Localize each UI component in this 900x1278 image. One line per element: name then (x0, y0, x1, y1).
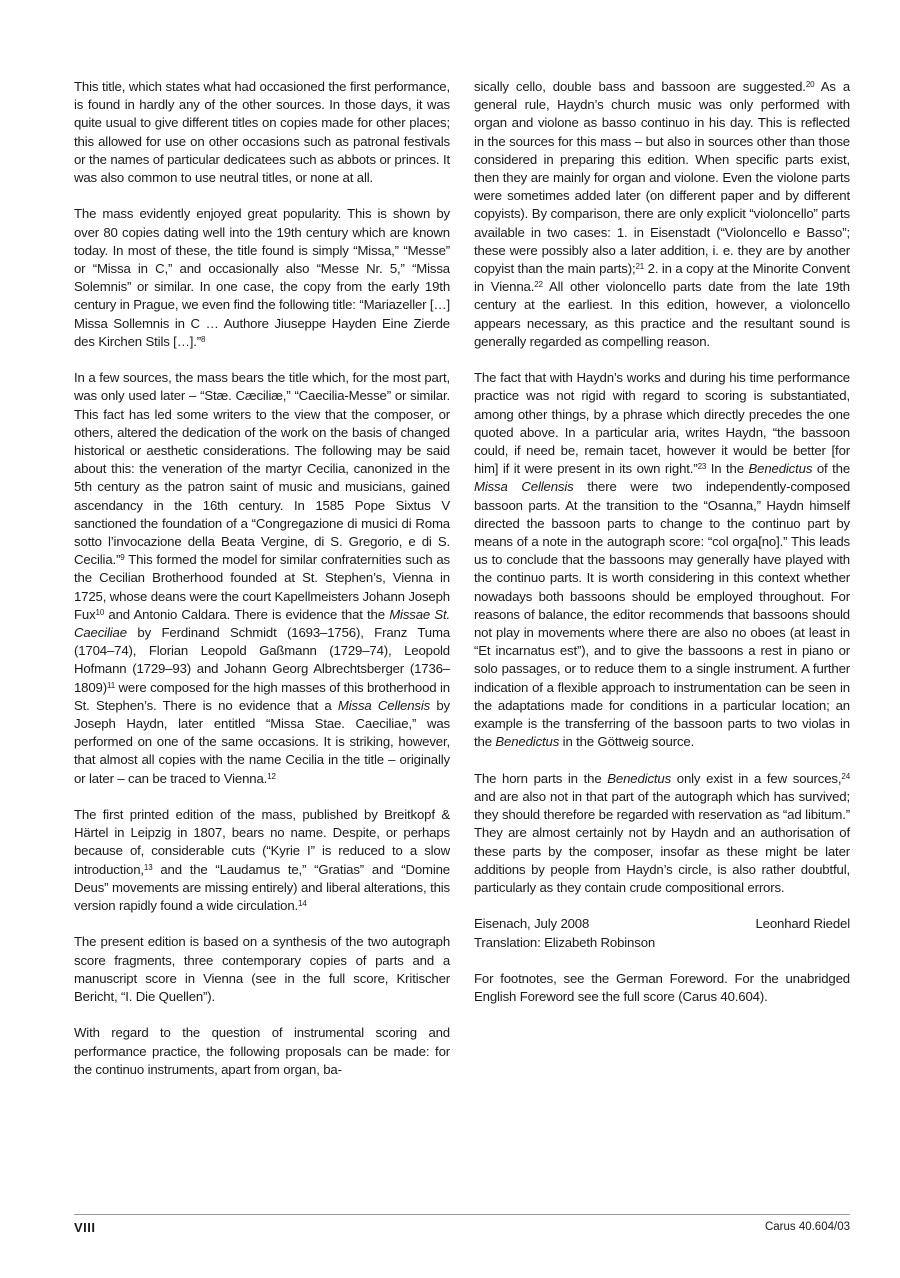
paragraph (474, 78, 850, 351)
footnote-ref: 8 (201, 334, 206, 344)
footnote-ref: 23 (697, 462, 707, 472)
footnote-ref: 9 (120, 553, 125, 563)
translator-line (474, 934, 850, 952)
paragraph-text: The mass evidently enjoyed great popularity. This is shown by over 80 copies dating well into the 19th century which are known today. In most of these, the title found is simply “Missa,” “Messe” or “Missa in C,” and occasionally also “Messe Nr. 5,” “Missa Solemnis” or similar. In one case, the copy from the early 19th century in Prague, we even find the following title: “Mariazeller […] Missa Sollemnis in C … Authore Jiuseppe Hayden Eine Zierde des Kirchen Stils […].” (74, 206, 450, 349)
footnote-ref: 20 (805, 80, 815, 89)
footnote-ref: 11 (106, 680, 115, 690)
translator-text: Translation: Elizabeth Robinson (474, 934, 656, 950)
paragraph-text: and the “Laudamus te,” “Gratias” and “Domine Deus” movements are missing entirely) and liberal alterations, this version rapidly found a wide circulation. (74, 861, 450, 914)
footnote-ref: 22 (534, 280, 543, 290)
paragraph (474, 770, 850, 897)
paragraph-text: In the (706, 461, 749, 477)
footnote-ref: 12 (267, 771, 276, 781)
right-column (474, 78, 850, 1024)
footer-divider (74, 1214, 850, 1215)
paragraph-text: in the Göttweig source. (559, 734, 695, 750)
paragraph-text: This formed the model for similar confraternities such as the Cecilian Brotherhood founded at St. Stephen’s, Vienna in 1725, whose deans were the court Kapellmeisters Johann Joseph Fux (74, 552, 450, 622)
paragraph-text: of the (812, 461, 851, 477)
left-column (74, 78, 450, 1097)
paragraph-text: and Antonio Caldara. There is evidence that the (104, 606, 390, 622)
paragraph-text: The horn parts in the (474, 770, 608, 786)
paragraph (74, 1024, 450, 1079)
paragraph-text: by Ferdinand Schmidt (1693–1756), Franz Tuma (1704–74), Florian Leopold Gaßmann (1729–74), Leopold Hofmann (1729–93) and Johann Georg Albrechtsberger (1736–1809) (74, 625, 450, 695)
foreword-note (474, 970, 850, 1006)
footnote-ref: 10 (95, 607, 105, 617)
paragraph-text: by Joseph Haydn, later entitled “Missa Stae. Caeciliae,” was performed on one of the same occasions. It is striking, however, that almost all copies with the name Cecilia in the title – originally or later – can be traced to Vienna. (74, 697, 450, 786)
page-number: VIII (74, 1220, 96, 1235)
italic-title: Benedictus (748, 461, 813, 477)
paragraph (74, 806, 450, 915)
italic-title: Benedictus (495, 734, 560, 750)
paragraph (74, 933, 450, 1006)
italic-title: Missae St. Caeciliae (74, 606, 451, 641)
paragraph-text: The first printed edition of the mass, published by Breitkopf & Härtel in Leipzig in 1807, bears no name. Despite, or perhaps because of, considerable cuts (“Kyrie I” is reduced to a slow introduction, (74, 807, 450, 877)
signature-row (474, 915, 850, 933)
paragraph-text: The present edition is based on a synthesis of the two autograph score fragments, three contemporary copies of parts and a manuscript score in Vienna (see in the full score, Kritischer Bericht, “I. Die Quellen”). (74, 934, 450, 1005)
author-name: Leonhard Riedel (755, 916, 850, 932)
place-date: Eisenach, July 2008 (474, 916, 590, 932)
catalog-number: Carus 40.604/03 (764, 1221, 850, 1233)
footnote-ref: 13 (143, 862, 153, 872)
italic-title: Missa Cellensis (337, 697, 431, 713)
paragraph-text: As a general rule, Haydn’s church music was only performed with organ and violone as basso continuo in his day. This is reflected in the sources for this mass – but also in sources other than those considered in preparing this edition. When specific parts exist, then they are mainly for organ and violone. Even the violone parts were sometimes added later (on different paper and by different copyists). By comparison, there are only explicit “violoncello” parts available in two cases: 1. in Eisenstadt (“Violoncello e Basso”; these were possibly also a later addition, i. e. they are by another copyist than the main parts); (474, 79, 850, 277)
paragraph-text: were composed for the high masses of this brotherhood in St. Stephen’s. There is no evidence that a (74, 679, 450, 713)
foreword-note-text: For footnotes, see the German Foreword. For the unabridged English Foreword see the full score (Carus 40.604). (474, 970, 850, 1005)
paragraph (474, 369, 850, 751)
paragraph (74, 205, 450, 351)
paragraph (74, 78, 450, 187)
paragraph-text: sically cello, double bass and bassoon are suggested. (474, 79, 806, 94)
paragraph-text: With regard to the question of instrumental scoring and performance practice, the following proposals can be made: for the continuo instruments, apart from organ, ba- (74, 1025, 450, 1077)
italic-title: Missa Cellensis (474, 479, 574, 495)
paragraph-text: In a few sources, the mass bears the title which, for the most part, was only used later – “Stæ. Cæciliæ,” “Caecilia-Messe” or similar. This fact has led some writers to the view that the composer, or others, altered the dedication of the work on the basis of changed historical or aesthetic considerations. The following may be said about this: the veneration of the martyr Cecilia, canonized in the 5th century as the patron saint of music and musicians, gained ascendancy in the 16th century. In 1585 Pope Sixtus V sanctioned the foundation of a “Congregazione di musici di Roma sotto l’invocazione della Beata Vergine, di S. Gregorio, e di S. Cecilia.” (74, 370, 450, 568)
italic-title: Benedictus (607, 770, 672, 786)
paragraph-text: and are also not in that part of the autograph which has survived; they should therefore be regarded with reservation as “ad libitum.” They are almost certainly not by Haydn and an authorisation of these parts by the composer, insofar as these might be later additions by people from Haydn’s circle, is also rather doubtful, particularly as they contain crude compositional errors. (474, 788, 850, 895)
paragraph-text: there were two independently-composed bassoon parts. At the transition to the “Osanna,” Haydn himself directed the bassoon parts to change to the continuo part by means of a note in the autograph score: “col orga[no].” This leads us to conclude that the bassoons may generally have played with the continuo parts. It is worth considering in this context whether nowadays both bassoons should be employed throughout. For reasons of balance, the editor recommends that bassoons should not play in movements where there are also no oboes (at least in “Et incarnatus est”), and to give the bassoons a rest in piano or solo passages, or to reduce them to a single instrument. A further indication of a flexible approach to instrumentation can be seen in the adaptations made for conditions in a particular location; an example is the transferring of the bassoon parts to two violas in the (474, 479, 850, 750)
paragraph-text: This title, which states what had occasioned the first performance, is found in hardly any of the other sources. In those days, it was quite usual to give different titles on copies made for other places; this allowed for use on other occasions such as patronal festivals or the names of particular dedicatees such as abbots or princes. It was also common to use neutral titles, or none at all. (74, 79, 450, 186)
paragraph-text: 2. in a copy at the Minorite Convent in Vienna. (474, 261, 850, 295)
footnote-ref: 21 (635, 262, 645, 272)
paragraph-text: The fact that with Haydn’s works and during his time performance practice was not rigid with regard to scoring is substantiated, among other things, by a phrase which directly precedes the one quoted above. In a particular aria, writes Haydn, “the bassoon could, if need be, remain tacet, however it would be better [for him] if it were present in its own right.” (474, 370, 850, 477)
paragraph-text: only exist in a few sources, (671, 770, 842, 786)
paragraph (74, 369, 450, 788)
paragraph-text: All other violoncello parts date from the late 19th century at the earliest. In this edition, however, a violoncello appears necessary, as this practice and the resultant sound is generally regarded as compelling reason. (474, 279, 850, 349)
footnote-ref: 14 (298, 899, 307, 909)
footnote-ref: 24 (841, 771, 850, 781)
